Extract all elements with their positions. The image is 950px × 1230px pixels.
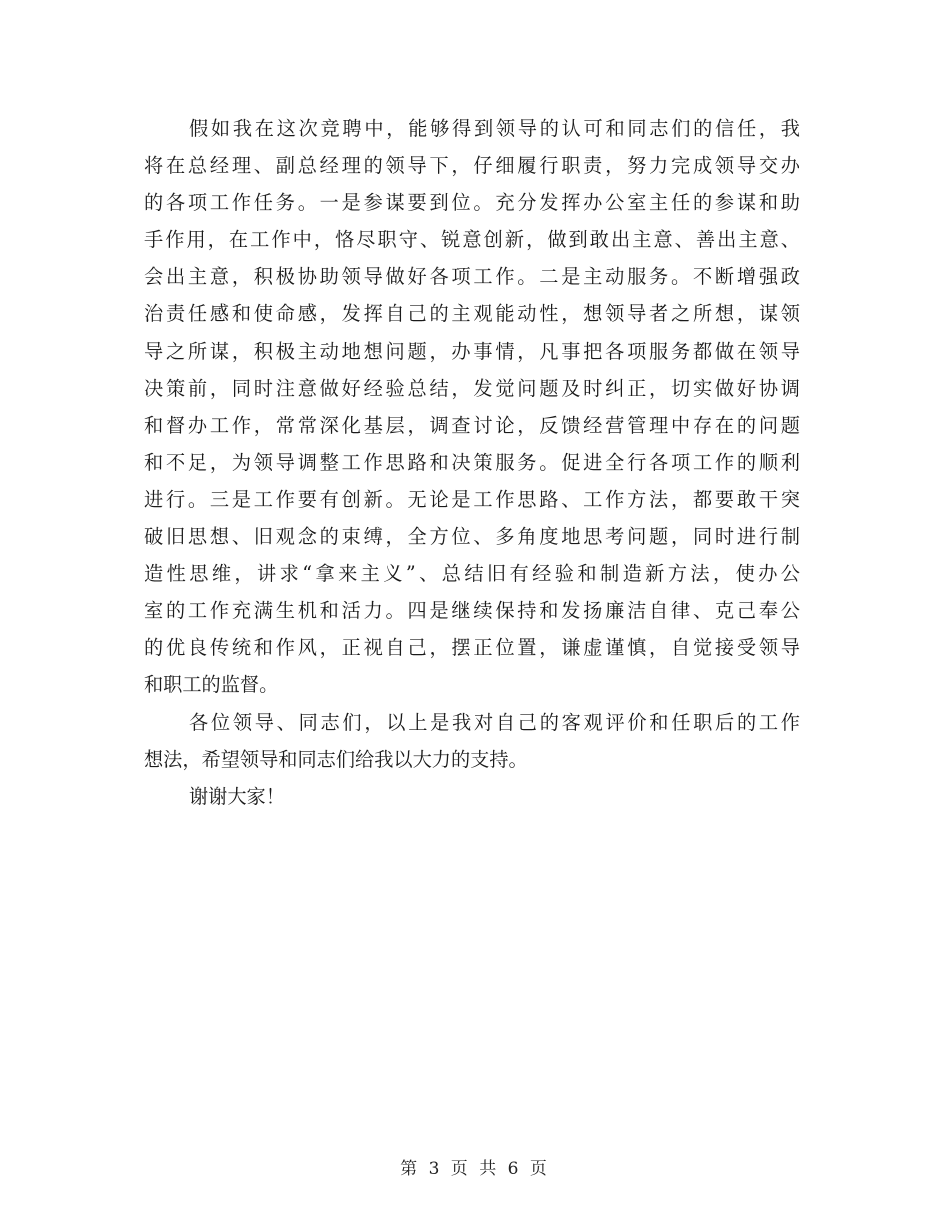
text-line: 的各项工作任务。一是参谋要到位。充分发挥办公室主任的参谋和助 <box>144 191 800 215</box>
text-line: 造性思维，讲求“拿来主义”、总结旧有经验和制造新方法，使办公 <box>144 562 800 586</box>
text-line: 导之所谋，积极主动地想问题，办事情，凡事把各项服务都做在领导 <box>144 339 800 363</box>
text-line: 室的工作充满生机和活力。四是继续保持和发扬廉洁自律、克己奉公 <box>144 599 800 623</box>
document-body <box>144 110 800 815</box>
text-line: 将在总经理、副总经理的领导下，仔细履行职责，努力完成领导交办 <box>144 154 800 178</box>
text-line: 破旧思想、旧观念的束缚，全方位、多角度地思考问题，同时进行制 <box>144 525 800 549</box>
text-line: 和督办工作，常常深化基层，调查讨论，反馈经营管理中存在的问题 <box>144 413 800 437</box>
text-line: 进行。三是工作要有创新。无论是工作思路、工作方法，都要敢干突 <box>144 487 800 511</box>
closing-line: 谢谢大家！ <box>189 784 285 808</box>
text-line: 会出主意，积极协助领导做好各项工作。二是主动服务。不断增强政 <box>144 265 800 289</box>
text-line: 和不足，为领导调整工作思路和决策服务。促进全行各项工作的顺利 <box>144 450 800 474</box>
text-line: 假如我在这次竞聘中，能够得到领导的认可和同志们的信任，我 <box>189 117 800 140</box>
paragraph-1 <box>144 110 800 704</box>
page-number-footer: 第 3 页 共 6 页 <box>400 1159 550 1179</box>
text-line: 手作用，在工作中，恪尽职守、锐意创新，做到敢出主意、善出主意、 <box>144 228 800 252</box>
text-line: 治责任感和使命感，发挥自己的主观能动性，想领导者之所想，谋领 <box>144 302 800 326</box>
text-line: 的优良传统和作风，正视自己，摆正位置，谦虚谨慎，自觉接受领导 <box>144 636 800 660</box>
text-line: 想法，希望领导和同志们给我以大力的支持。 <box>144 747 528 771</box>
paragraph-3 <box>144 778 800 815</box>
paragraph-2 <box>144 704 800 778</box>
text-line: 和职工的监督。 <box>144 673 279 697</box>
text-line: 决策前，同时注意做好经验总结，发觉问题及时纠正，切实做好协调 <box>144 376 800 400</box>
text-line: 各位领导、同志们，以上是我对自己的客观评价和任职后的工作 <box>189 710 800 734</box>
